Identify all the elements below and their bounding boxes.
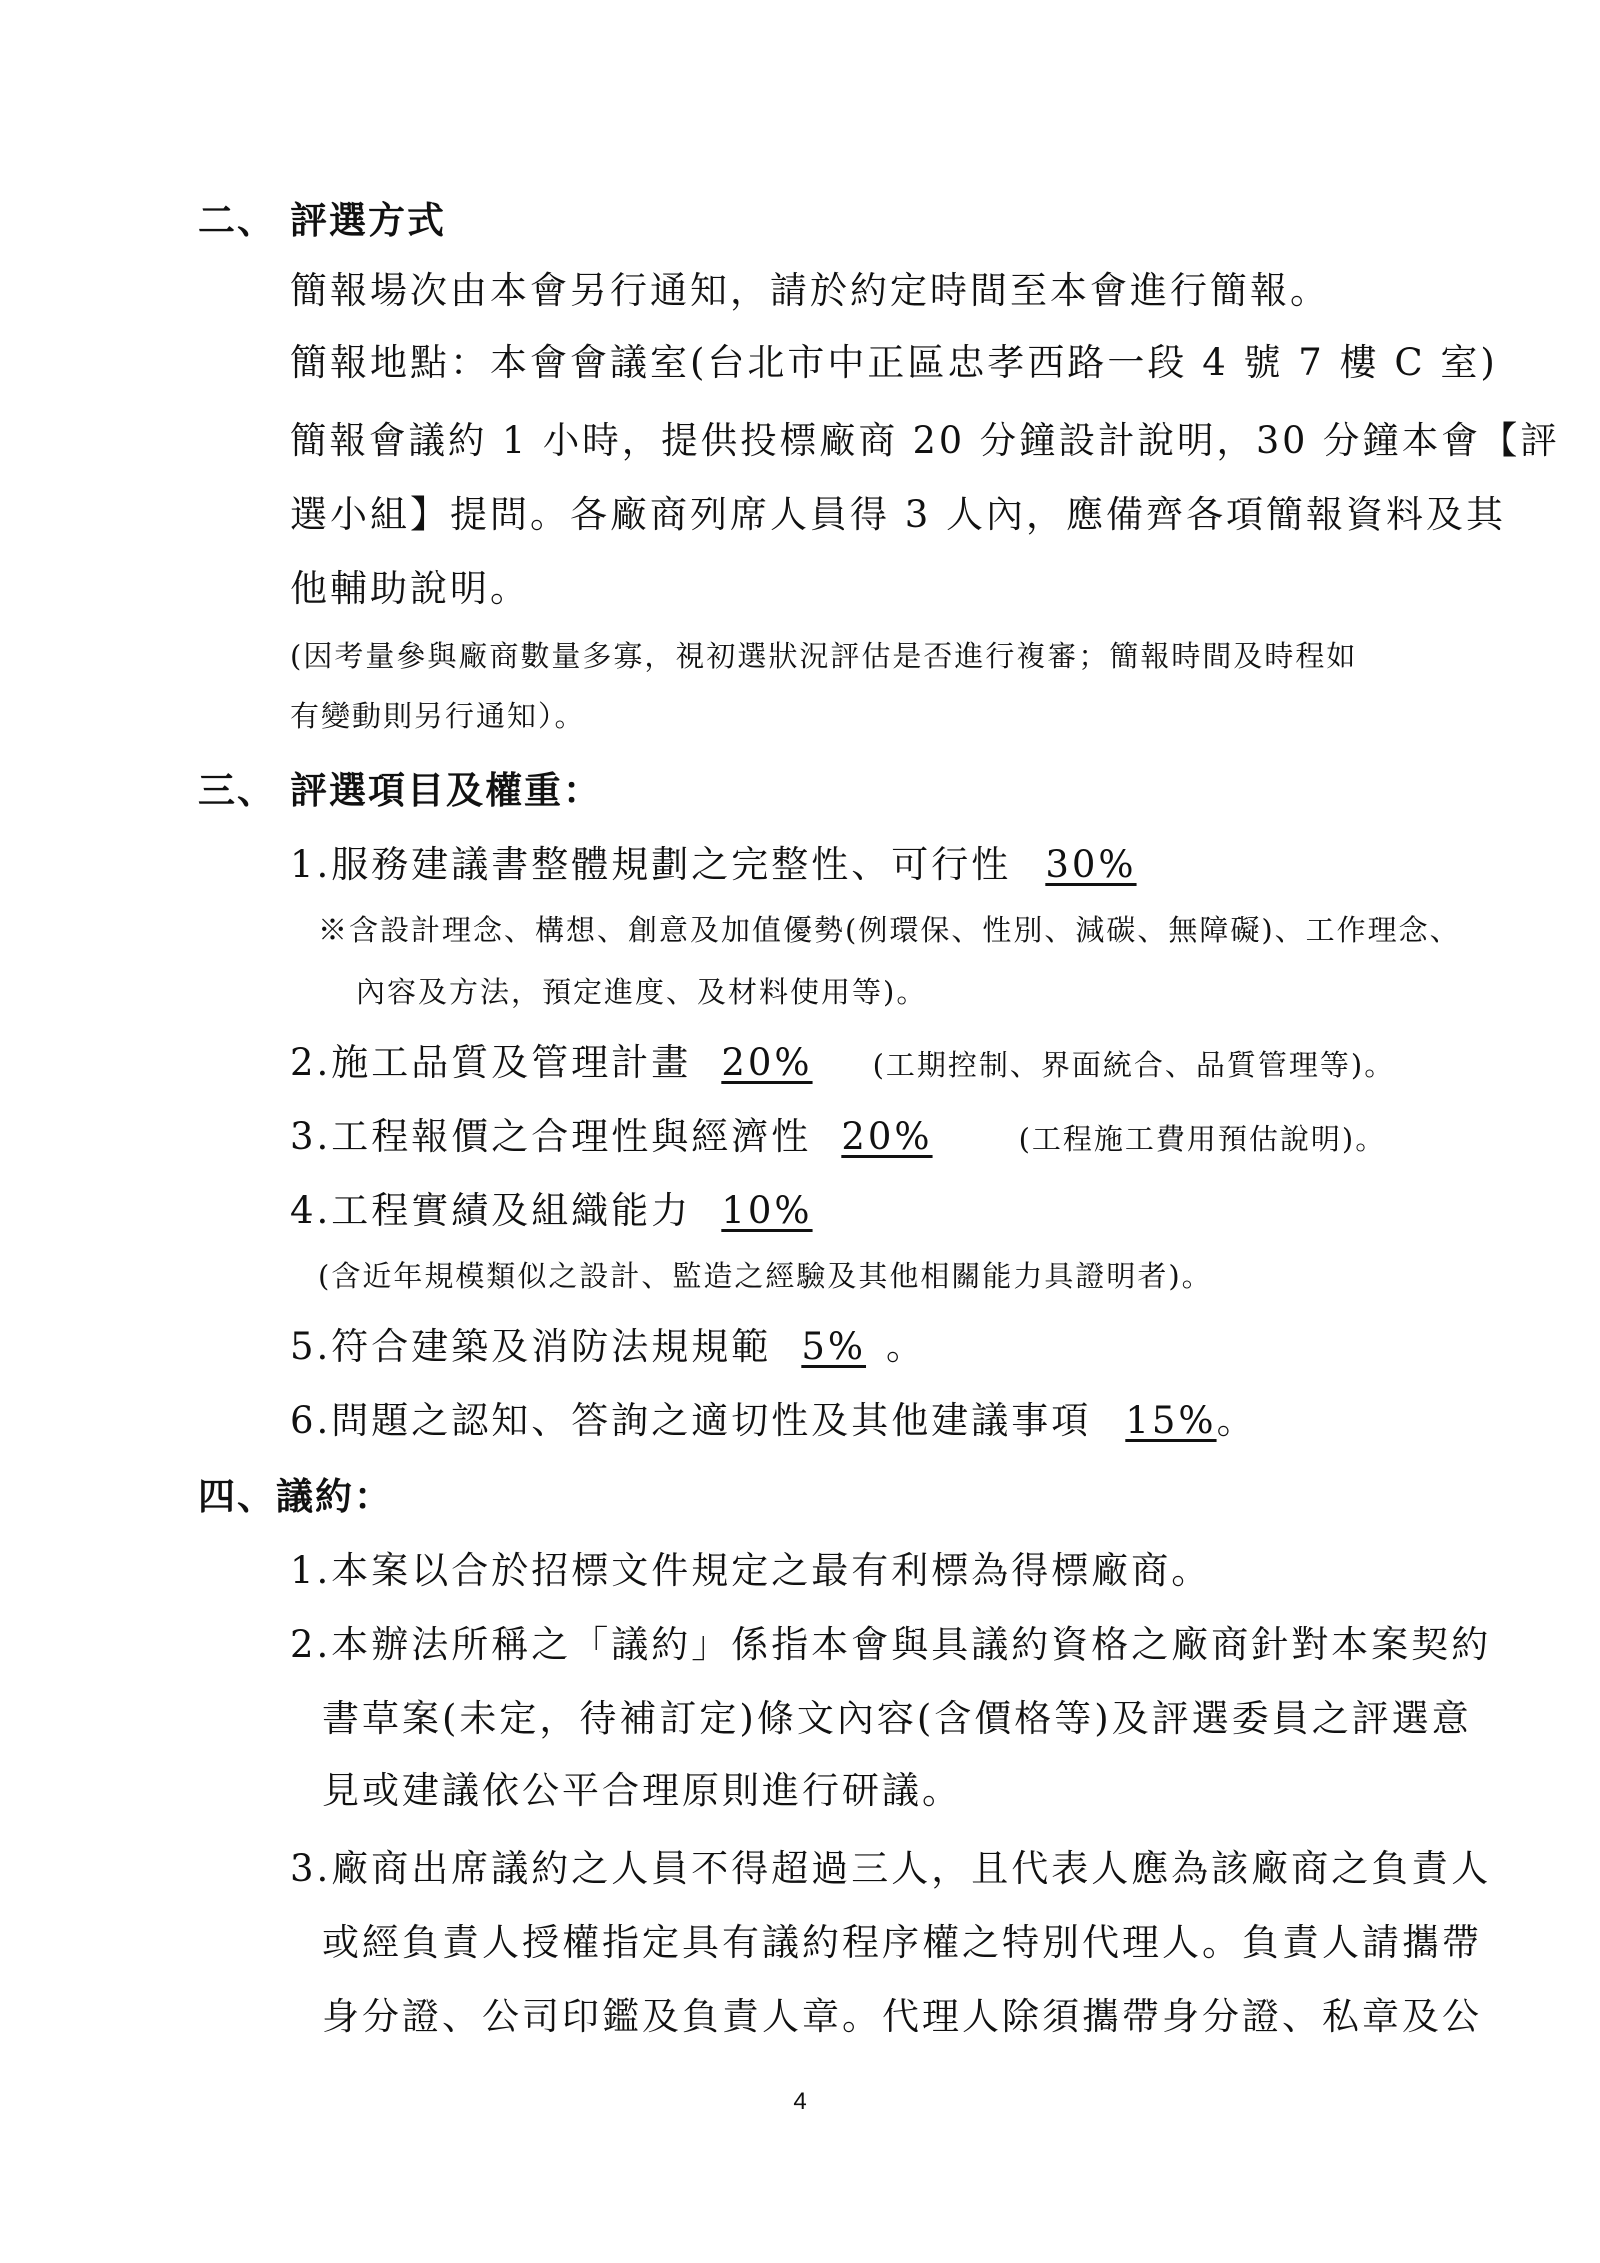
section-2-paragraph-3-line-2: 選小組】提問。各廠商列席人員得 3 人內，應備齊各項簡報資料及其 xyxy=(290,493,1507,536)
section-2-note-line-1: (因考量參與廠商數量多寡，視初選狀況評估是否進行複審；簡報時間及時程如 xyxy=(290,639,1358,673)
criterion-4 xyxy=(290,1189,813,1232)
criterion-5 xyxy=(290,1325,927,1368)
section-4-item-2-line-1: 2.本辦法所稱之「議約」係指本會與具議約資格之廠商針對本案契約 xyxy=(290,1623,1492,1666)
section-4-item-3-line-1: 3.廠商出席議約之人員不得超過三人，且代表人應為該廠商之負責人 xyxy=(290,1847,1492,1890)
criterion-1-label: 1.服務建議書整體規劃之完整性、可行性 xyxy=(290,843,1012,886)
criterion-3 xyxy=(290,1115,1387,1158)
criterion-1-note-line-1: ※含設計理念、構想、創意及加值優勢(例環保、性別、減碳、無障礙)、工作理念、 xyxy=(318,913,1461,947)
criterion-1-weight: 30% xyxy=(1045,843,1137,886)
section-3-number: 三、 xyxy=(198,768,276,812)
criterion-4-label: 4.工程實績及組織能力 xyxy=(290,1189,692,1232)
criterion-6-weight: 15% xyxy=(1125,1399,1217,1442)
criterion-3-label: 3.工程報價之合理性與經濟性 xyxy=(290,1115,812,1158)
section-4-item-2-line-2: 書草案(未定，待補訂定)條文內容(含價格等)及評選委員之評選意 xyxy=(322,1697,1472,1740)
criterion-4-weight: 10% xyxy=(721,1189,813,1232)
section-2-heading: 評選方式 xyxy=(290,198,446,242)
section-4-heading: 四、議約： xyxy=(198,1474,393,1518)
criterion-2-note: (工期控制、界面統合、品質管理等)。 xyxy=(872,1048,1396,1082)
section-2-note-line-2: 有變動則另行通知）。 xyxy=(290,699,586,733)
criterion-3-weight: 20% xyxy=(841,1115,933,1158)
criterion-5-label: 5.符合建築及消防法規規範 xyxy=(290,1325,772,1368)
criterion-6-label: 6.問題之認知、答詢之適切性及其他建議事項 xyxy=(290,1399,1092,1442)
criterion-4-note: (含近年規模類似之設計、監造之經驗及其他相關能力具證明者)。 xyxy=(318,1259,1213,1293)
criterion-5-period: 。 xyxy=(886,1325,927,1368)
criterion-2 xyxy=(290,1041,1396,1084)
criterion-2-label: 2.施工品質及管理計畫 xyxy=(290,1041,692,1084)
criterion-1-note-line-2: 內容及方法，預定進度、及材料使用等)。 xyxy=(356,975,928,1009)
criterion-1 xyxy=(290,843,1137,886)
criterion-6-period: 。 xyxy=(1216,1399,1257,1442)
section-4-item-1: 1.本案以合於招標文件規定之最有利標為得標廠商。 xyxy=(290,1549,1212,1592)
section-2-paragraph-2: 簡報地點：本會會議室(台北市中正區忠孝西路一段 4 號 7 樓 C 室) xyxy=(290,341,1498,384)
page-number: 4 xyxy=(793,2088,807,2115)
criterion-6 xyxy=(290,1399,1257,1442)
section-3-heading: 評選項目及權重： xyxy=(290,768,602,812)
section-4-item-3-line-2: 或經負責人授權指定具有議約程序權之特別代理人。負責人請攜帶 xyxy=(322,1921,1482,1964)
section-4-item-3-line-3: 身分證、公司印鑑及負責人章。代理人除須攜帶身分證、私章及公 xyxy=(322,1995,1482,2038)
criterion-3-note: (工程施工費用預估說明)。 xyxy=(1018,1122,1387,1156)
criterion-5-weight: 5% xyxy=(801,1325,867,1368)
criterion-2-weight: 20% xyxy=(721,1041,813,1084)
section-4-item-2-line-3: 見或建議依公平合理原則進行研議。 xyxy=(322,1769,962,1812)
section-2-number: 二、 xyxy=(198,198,276,242)
section-2-paragraph-3-line-1: 簡報會議約 1 小時，提供投標廠商 20 分鐘設計說明，30 分鐘本會【評 xyxy=(290,419,1560,462)
section-2-paragraph-3-line-3: 他輔助說明。 xyxy=(290,567,530,610)
section-2-paragraph-1: 簡報場次由本會另行通知，請於約定時間至本會進行簡報。 xyxy=(290,269,1330,312)
